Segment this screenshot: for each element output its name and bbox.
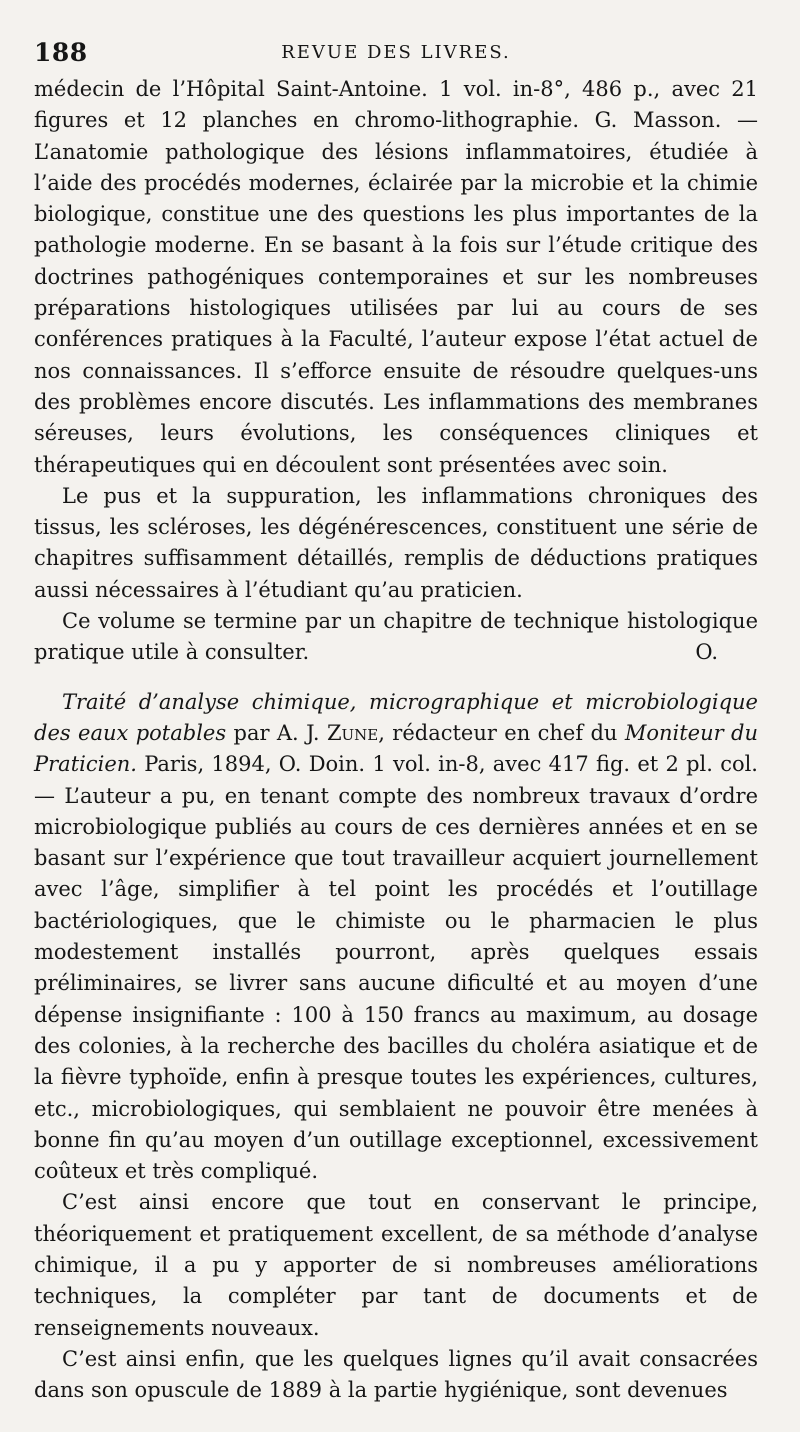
- review2-author: Zune: [326, 720, 379, 745]
- review2-body: Paris, 1894, O. Doin. 1 vol. in-8, avec 417 fig. et 2 pl. col. — L’auteur a pu, en tenant compte des nombreux travaux d’ordre microbiologique publiés au cours de ces dernières années et en se basant sur l’expérience que tout travailleur acquiert journellement avec l’âge, simplifier à tel point les procédés et l’outillage bactériologiques, que le chimiste ou le pharmacien le plus modestement installés pourront, après quelques essais préliminaires, se livrer sans aucune dificulté et au moyen d’une dépense insignifiante : 100 à 150 francs au maximum, au dosage des colonies, à la recherche des bacilles du choléra asiatique et de la fièvre typhoïde, enfin à presque toutes les expériences, cultures, etc., microbiologiques, qui semblaient ne pouvoir être menées à bonne fin qu’au moyen d’un outillage exceptionnel, excessivement coûteux et très compliqué.: [34, 752, 758, 1184]
- review2-paragraph-2: C’est ainsi encore que tout en conservant le principe, théoriquement et pratiquement excellent, de sa méthode d’analyse chimique, il a pu y apporter de si nombreuses améliorations techniques, la compléter par tant de documents et de renseignements nouveaux.: [34, 1190, 758, 1340]
- review1-paragraph-3-text: Ce volume se termine par un chapitre de technique histologique pratique utile à consulter.: [34, 609, 758, 665]
- review1-paragraph-1: médecin de l’Hôpital Saint-Antoine. 1 vol. in-8°, 486 p., avec 21 figures et 12 planches en chromo-lithographie. G. Masson. — L’anatomie pathologique des lésions inflammatoires, étudiée à l’aide des procédés modernes, éclairée par la microbie et la chimie biologique, constitue une des questions les plus importantes de la pathologie moderne. En se basant à la fois sur l’étude critique des doctrines pathogéniques contemporaines et sur les nombreuses préparations histologiques utilisées par lui au cours de ses conférences pratiques à la Faculté, l’auteur expose l’état actuel de nos connaissances. Il s’efforce ensuite de résoudre quelques-uns des problèmes encore discutés. Les inflammations des membranes séreuses, leurs évolutions, les conséquences cliniques et thérapeutiques qui en découlent sont présentées avec soin.: [34, 77, 758, 477]
- review-eaux-potables: [34, 687, 758, 1407]
- review1-paragraph-3: [34, 606, 758, 669]
- review2-book-title: Traité d’analyse chimique, micrographique et microbiologique des eaux potables: [34, 689, 758, 745]
- review1-paragraph-2: Le pus et la suppuration, les inflammations chroniques des tissus, les scléroses, les dégénérescences, constituent une série de chapitres suffisamment détaillés, remplis de déductions pratiques aussi nécessaires à l’étudiant qu’au praticien.: [34, 483, 758, 602]
- review2-paragraph-3: C’est ainsi enfin, que les quelques lignes qu’il avait consacrées dans son opuscule de 1889 à la partie hygiénique, sont devenues: [34, 1346, 758, 1403]
- review2-journal: Moniteur du Praticien.: [34, 720, 758, 777]
- review2-role: , rédacteur en chef du: [378, 720, 625, 745]
- review1-signature: O.: [695, 640, 718, 665]
- running-title: REVUE DES LIVRES.: [281, 42, 511, 63]
- review-pathologie: [34, 74, 758, 669]
- page-header: [34, 34, 758, 74]
- review2-by: par A. J.: [226, 720, 327, 745]
- review2-paragraph-1: [34, 687, 758, 1188]
- page-number: 188: [34, 38, 88, 67]
